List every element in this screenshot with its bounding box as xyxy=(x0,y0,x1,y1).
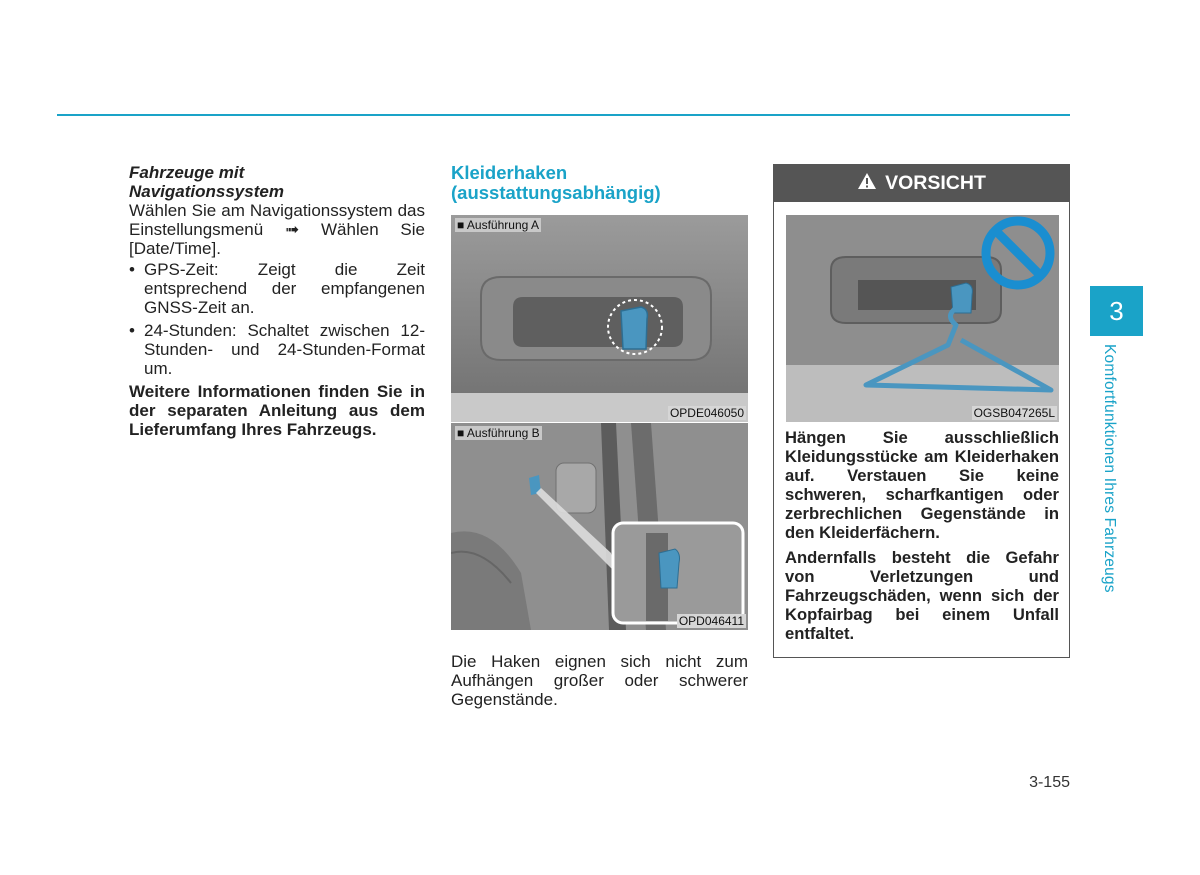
section-subheading xyxy=(129,163,425,201)
subheading-line-2: Navigationssystem xyxy=(129,182,284,201)
hanger-prohibition-illustration xyxy=(786,215,1059,422)
intro-paragraph xyxy=(129,201,425,258)
list-item: • 24-Stunden: Schaltet zwischen 12-Stunden- und 24-Stunden-Format um. xyxy=(129,321,425,378)
heading-line-1: Kleiderhaken xyxy=(451,162,568,183)
figure-version-b xyxy=(451,423,748,630)
caution-figure xyxy=(786,215,1059,422)
section-heading xyxy=(451,163,748,203)
figure-version-a xyxy=(451,215,748,422)
list-item: • GPS-Zeit: Zeigt die Zeit entsprechend der empfangenen GNSS-Zeit an. xyxy=(129,260,425,317)
body-paragraph: Die Haken eignen sich nicht zum Aufhängen großer oder schwerer Gegenstände. xyxy=(451,652,748,709)
figure-code: OGSB047265L xyxy=(973,406,1055,420)
figure-code: OPDE046050 xyxy=(669,406,744,420)
top-rule xyxy=(57,114,1070,116)
figure-code: OPD046411 xyxy=(678,614,744,628)
caution-title: VORSICHT xyxy=(885,172,986,194)
intro-text-2: Wählen Sie [Date/Time]. xyxy=(129,220,425,258)
caution-paragraph: Hängen Sie ausschließlich Kleidungsstücke am Kleiderhaken auf. Verstauen Sie keine schweren, scharfkantigen oder zerbrechlichen Gegenstände in den Kleiderfächern. xyxy=(785,428,1059,542)
caution-header xyxy=(774,165,1069,202)
coat-hook-illustration-b xyxy=(451,423,748,630)
chapter-tab: 3 xyxy=(1090,286,1143,336)
coat-hook-section xyxy=(451,163,748,709)
info-note: Weitere Informationen finden Sie in der separaten Anleitung aus dem Lieferumfang Ihres Fahrzeugs. xyxy=(129,382,425,439)
coat-hook-illustration-a xyxy=(451,215,748,422)
caution-paragraph: Andernfalls besteht die Gefahr von Verletzungen und Fahrzeugschäden, wenn sich der Kopfairbag bei einem Unfall entfaltet. xyxy=(785,548,1059,643)
figure-label: ■ Ausführung A xyxy=(457,218,539,232)
figure-label: ■ Ausführung B xyxy=(457,426,540,440)
arrow-icon: ➟ xyxy=(284,220,300,239)
chapter-title: Komfortfunktionen Ihres Fahrzeugs xyxy=(1101,344,1118,593)
navigation-section xyxy=(129,163,425,439)
subheading-line-1: Fahrzeuge mit xyxy=(129,163,245,182)
heading-line-2: (ausstattungsabhängig) xyxy=(451,182,661,203)
settings-list xyxy=(129,260,425,378)
page-number: 3-155 xyxy=(1029,774,1070,791)
warning-triangle-icon xyxy=(857,172,877,196)
intro-text-1: Wählen Sie am Navigationssystem das Einstellungsmenü xyxy=(129,201,425,239)
caution-box xyxy=(773,164,1070,658)
